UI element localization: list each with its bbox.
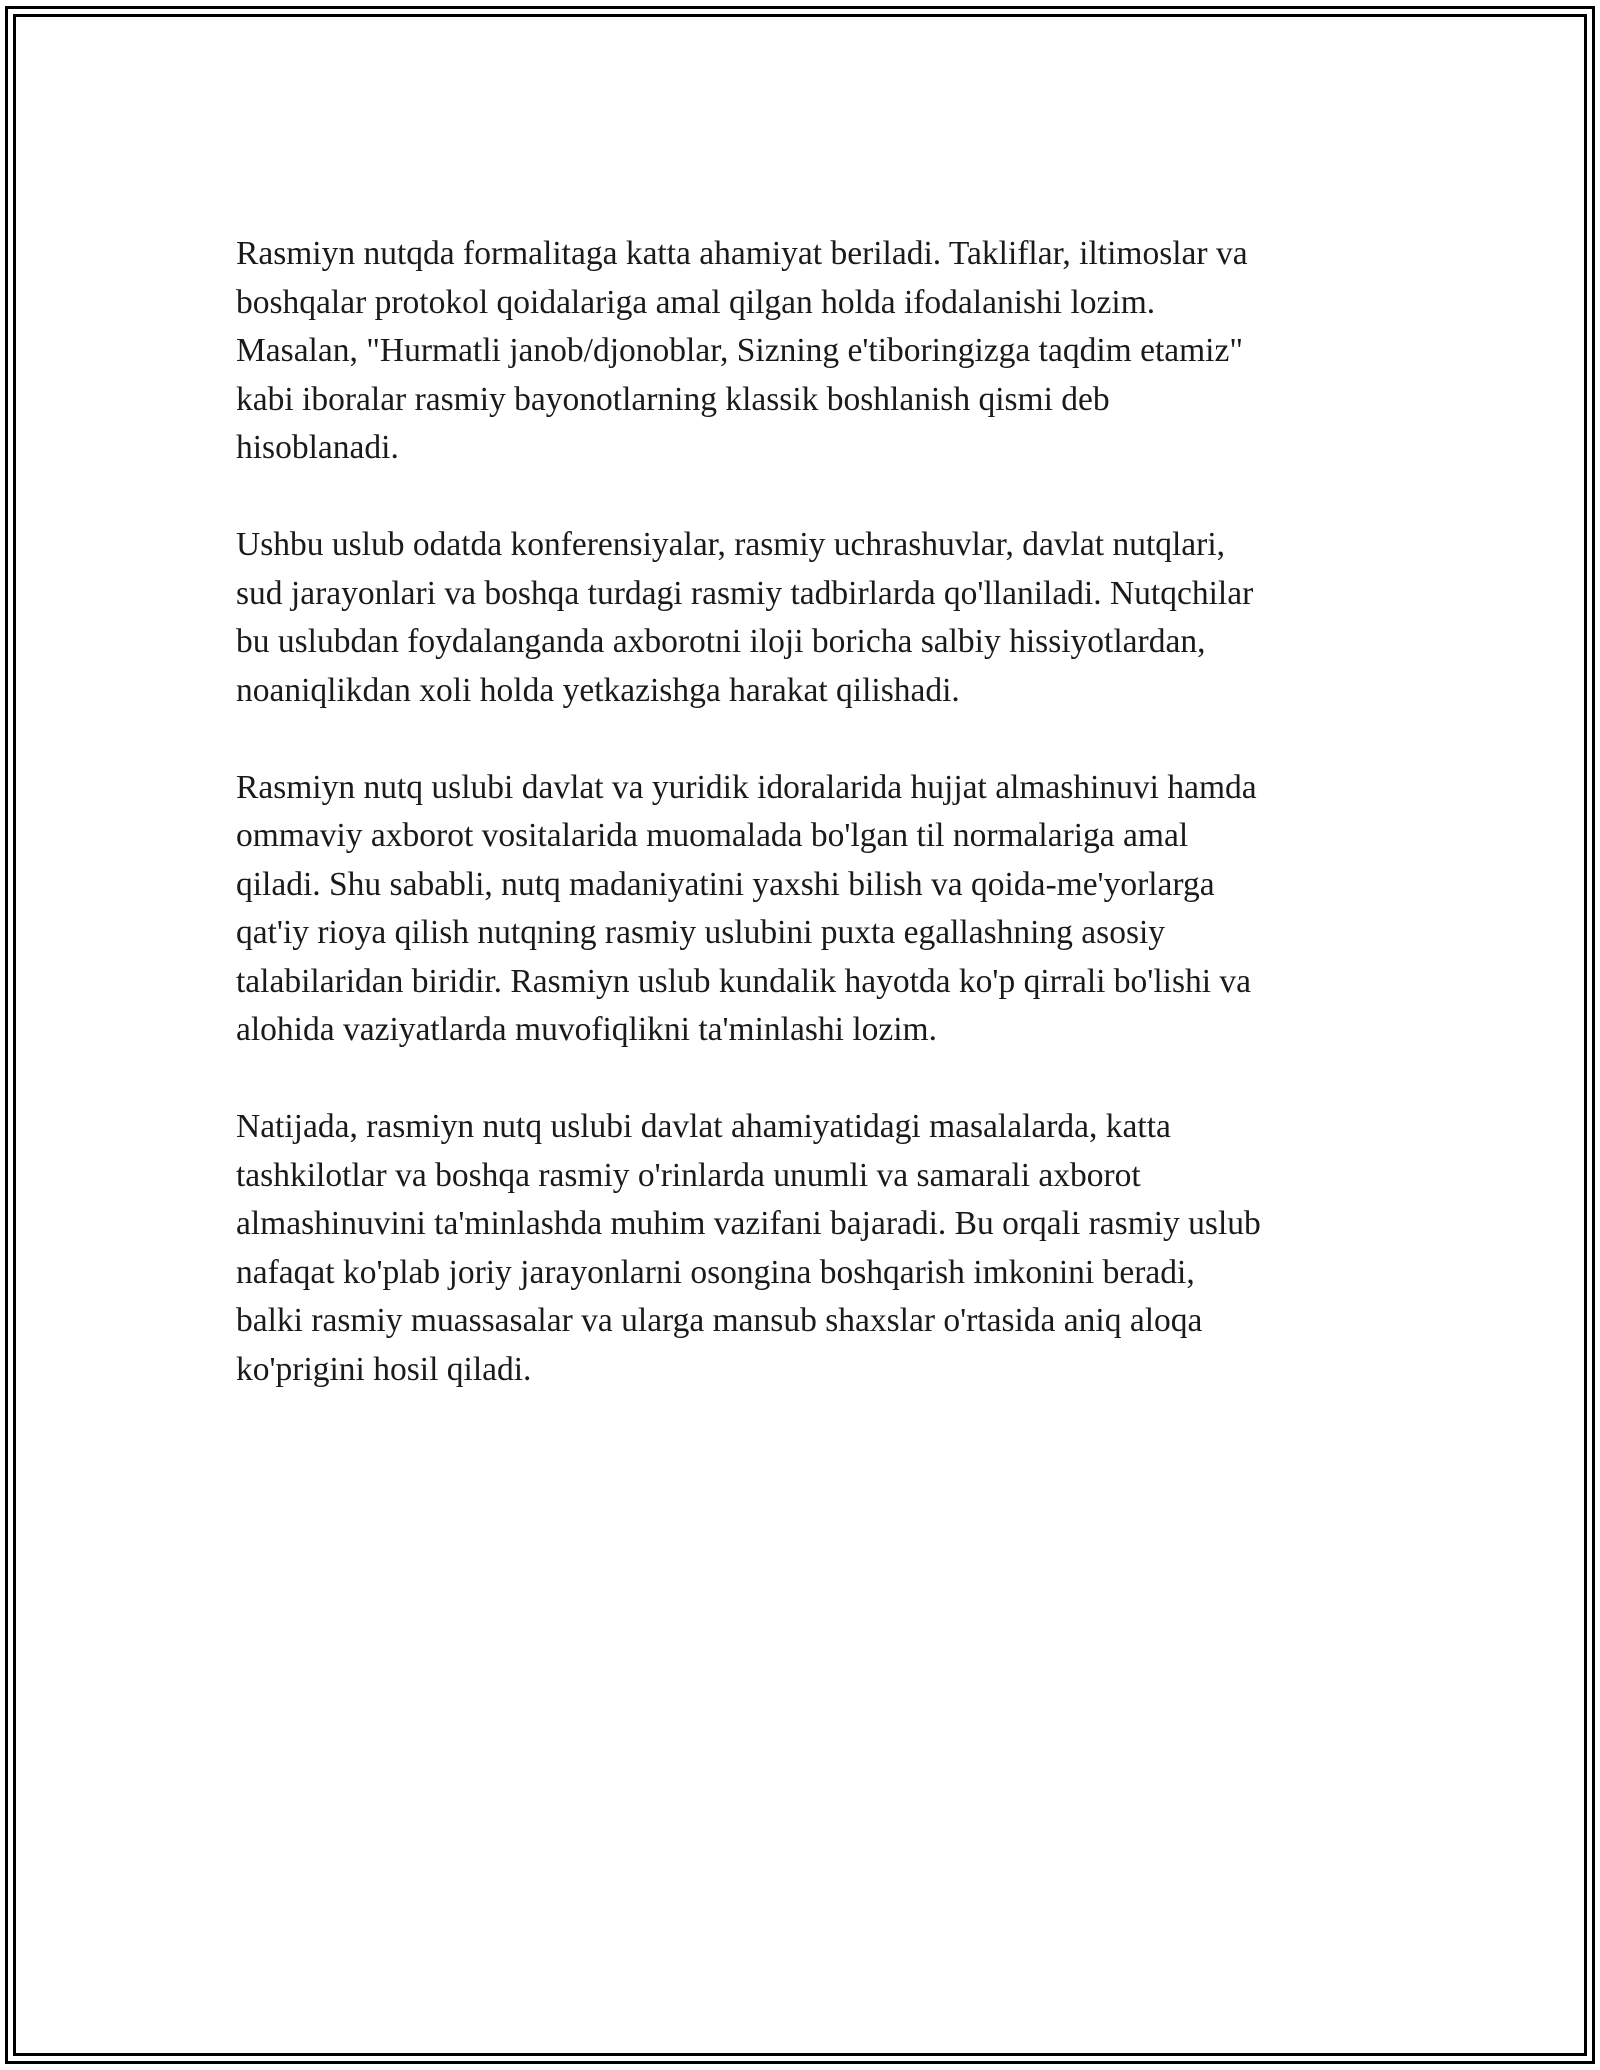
paragraph-1: Rasmiyn nutqda formalitaga katta ahamiyat beriladi. Takliflar, iltimoslar va boshqalar protokol qoidalariga amal qilgan holda ifodalanishi lozim. Masalan, "Hurmatli janob/djonoblar, Sizning e'tiboringizga taqdim etamiz" kabi iboralar rasmiy bayonotlarning klassik boshlanish qismi deb hisoblanadi.: [236, 235, 1248, 466]
paragraph-4: Natijada, rasmiyn nutq uslubi davlat ahamiyatidagi masalalarda, katta tashkilotlar va boshqa rasmiy o'rinlarda unumli va samarali axborot almashinuvini ta'minlashda muhim vazifani bajaradi. Bu orqali rasmiy uslub nafaqat ko'plab joriy jarayonlarni osongina boshqarish imkonini beradi, balki rasmiy muassasalar va ularga mansub shaxslar o'rtasida aniq aloqa ko'prigini hosil qiladi.: [236, 1108, 1261, 1388]
paragraph-3: Rasmiyn nutq uslubi davlat va yuridik idoralarida hujjat almashinuvi hamda ommaviy axborot vositalarida muomalada bo'lgan til normalariga amal qiladi. Shu sababli, nutq madaniyatini yaxshi bilish va qoida-me'yorlarga qat'iy rioya qilish nutqning rasmiy uslubini puxta egallashning asosiy talabilaridan biridir. Rasmiyn uslub kundalik hayotda ko'p qirrali bo'lishi va alohida vaziyatlarda muvofiqlikni ta'minlashi lozim.: [236, 768, 1257, 1048]
paragraph-2: Ushbu uslub odatda konferensiyalar, rasmiy uchrashuvlar, davlat nutqlari, sud jarayonlari va boshqa turdagi rasmiy tadbirlarda qo'llaniladi. Nutqchilar bu uslubdan foydalanganda axborotni iloji boricha salbiy hissiyotlardan, noaniqlikdan xoli holda yetkazishga harakat qilishadi.: [236, 526, 1254, 709]
document-body: [236, 230, 1386, 1443]
